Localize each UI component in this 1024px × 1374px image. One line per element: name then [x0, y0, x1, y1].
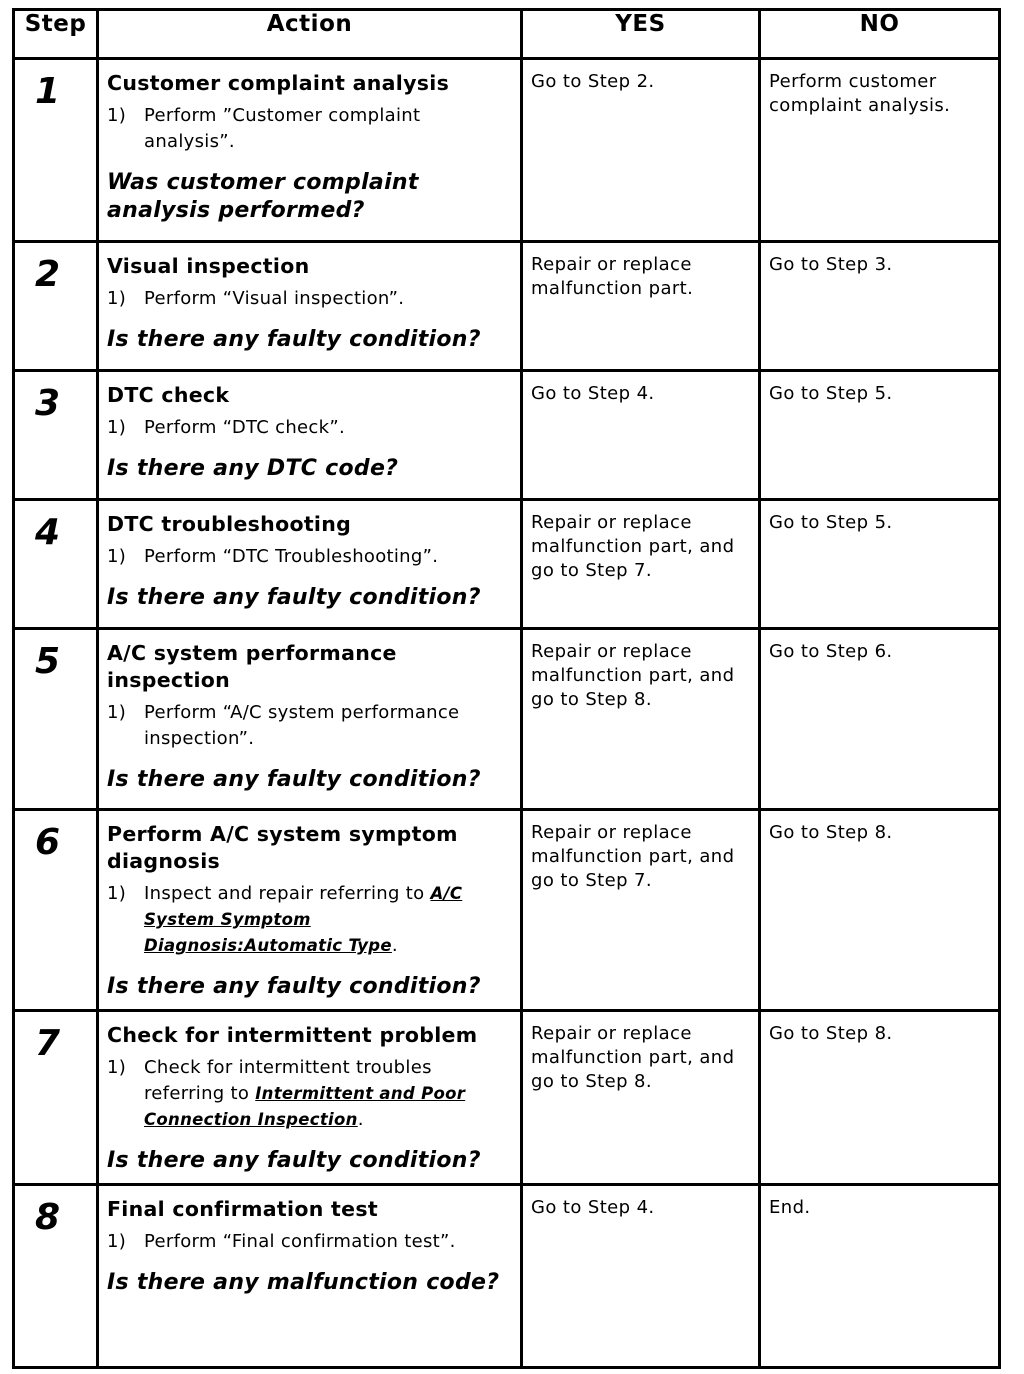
substep-number: 1): [107, 417, 127, 438]
table-row: [14, 1011, 1000, 1185]
action-title: Visual inspection: [107, 254, 310, 278]
no-cell: [760, 500, 1000, 629]
no-result: Go to Step 3.: [769, 254, 893, 275]
substep-number: 1): [107, 1231, 127, 1252]
action-question: Is there any faulty condition?: [107, 1148, 481, 1173]
action-question: Is there any faulty condition?: [107, 767, 481, 792]
action-substep: [107, 415, 512, 441]
substep-text: [144, 1055, 512, 1133]
step-number: 5: [35, 641, 61, 682]
step-cell: [14, 1011, 98, 1185]
action-substep: [107, 1229, 512, 1255]
yes-result: Go to Step 4.: [531, 1197, 655, 1218]
step-number: 8: [35, 1197, 61, 1238]
action-title: A/C system performance inspection: [107, 641, 397, 692]
table-row: [14, 59, 1000, 242]
action-question: Is there any faulty condition?: [107, 585, 481, 610]
table-row: [14, 629, 1000, 810]
action-cell: [98, 371, 522, 500]
no-result: Go to Step 8.: [769, 1023, 893, 1044]
action-question: Is there any DTC code?: [107, 456, 399, 481]
action-cell: [98, 810, 522, 1011]
yes-cell: [522, 242, 760, 371]
no-cell: [760, 810, 1000, 1011]
yes-result: Repair or replace malfunction part, and go to Step 7.: [531, 822, 735, 891]
yes-cell: [522, 59, 760, 242]
substep-number: 1): [107, 105, 127, 126]
action-title: Customer complaint analysis: [107, 71, 450, 95]
header-no: NO: [760, 10, 1000, 59]
step-cell: [14, 1185, 98, 1368]
yes-result: Repair or replace malfunction part, and go to Step 8.: [531, 641, 735, 710]
table-row: [14, 810, 1000, 1011]
action-question: Is there any malfunction code?: [107, 1270, 500, 1295]
no-cell: [760, 1185, 1000, 1368]
step-number: 4: [35, 512, 61, 553]
no-result: End.: [769, 1197, 811, 1218]
substep-number: 1): [107, 546, 127, 567]
step-number: 3: [35, 383, 61, 424]
substep-text: Perform “Visual inspection”.: [144, 288, 405, 309]
step-cell: [14, 629, 98, 810]
yes-result: Repair or replace malfunction part, and go to Step 8.: [531, 1023, 735, 1092]
no-cell: [760, 242, 1000, 371]
yes-result: Go to Step 4.: [531, 383, 655, 404]
action-cell: [98, 629, 522, 810]
action-cell: [98, 242, 522, 371]
yes-cell: [522, 371, 760, 500]
yes-result: Go to Step 2.: [531, 71, 655, 92]
action-title: Perform A/C system symptom diagnosis: [107, 822, 458, 873]
yes-cell: [522, 500, 760, 629]
substep-text: Perform “A/C system performance inspection”.: [144, 702, 460, 749]
substep-number: 1): [107, 1057, 127, 1078]
no-result: Go to Step 5.: [769, 512, 893, 533]
no-cell: [760, 1011, 1000, 1185]
no-result: Go to Step 5.: [769, 383, 893, 404]
step-number: 1: [35, 71, 61, 112]
no-result: Go to Step 6.: [769, 641, 893, 662]
action-substep: [107, 700, 512, 752]
table-row: [14, 1185, 1000, 1368]
substep-text-prefix: Check for intermittent troubles referring to: [144, 1057, 432, 1104]
yes-cell: [522, 1185, 760, 1368]
action-cell: [98, 500, 522, 629]
substep-text: Perform ”Customer complaint analysis”.: [144, 105, 421, 152]
substep-number: 1): [107, 288, 127, 309]
step-cell: [14, 500, 98, 629]
yes-cell: [522, 810, 760, 1011]
header-yes: YES: [522, 10, 760, 59]
action-question: Is there any faulty condition?: [107, 974, 481, 999]
step-cell: [14, 371, 98, 500]
substep-text: Perform “Final confirmation test”.: [144, 1231, 456, 1252]
action-cell: [98, 59, 522, 242]
symptom-diagnosis-link[interactable]: A/C System Symptom Diagnosis:Automatic Type: [144, 884, 463, 955]
action-cell: [98, 1185, 522, 1368]
step-number: 7: [35, 1023, 61, 1064]
action-question: Is there any faulty condition?: [107, 327, 481, 352]
action-substep: [107, 1055, 512, 1133]
step-number: 6: [35, 822, 61, 863]
step-cell: [14, 810, 98, 1011]
action-title: DTC troubleshooting: [107, 512, 352, 536]
table-row: [14, 500, 1000, 629]
action-title: DTC check: [107, 383, 230, 407]
substep-number: 1): [107, 883, 127, 904]
header-step: Step: [14, 10, 98, 59]
yes-cell: [522, 629, 760, 810]
action-substep: [107, 544, 512, 570]
substep-text-prefix: Inspect and repair referring to: [144, 883, 431, 904]
intermittent-inspection-link[interactable]: Intermittent and Poor Connection Inspection: [144, 1084, 466, 1129]
substep-text-suffix: .: [391, 935, 398, 956]
substep-text: Perform “DTC check”.: [144, 417, 345, 438]
yes-result: Repair or replace malfunction part, and go to Step 7.: [531, 512, 735, 581]
action-substep: [107, 286, 512, 312]
action-cell: [98, 1011, 522, 1185]
action-title: Check for intermittent problem: [107, 1023, 478, 1047]
substep-text: Perform “DTC Troubleshooting”.: [144, 546, 439, 567]
no-cell: [760, 629, 1000, 810]
yes-result: Repair or replace malfunction part.: [531, 254, 694, 299]
substep-number: 1): [107, 702, 127, 723]
action-substep: [107, 881, 512, 959]
no-cell: [760, 371, 1000, 500]
yes-cell: [522, 1011, 760, 1185]
substep-text-suffix: .: [357, 1109, 364, 1130]
diagnostic-flow-table: [12, 8, 1001, 1369]
header-action: Action: [98, 10, 522, 59]
action-question: Was customer complaint analysis performed?: [107, 170, 419, 223]
no-result: Go to Step 8.: [769, 822, 893, 843]
no-result: Perform customer complaint analysis.: [769, 71, 951, 116]
action-title: Final confirmation test: [107, 1197, 378, 1221]
step-cell: [14, 242, 98, 371]
step-number: 2: [35, 254, 61, 295]
table-row: [14, 242, 1000, 371]
table-row: [14, 371, 1000, 500]
step-cell: [14, 59, 98, 242]
substep-text: [144, 881, 512, 959]
action-substep: [107, 103, 512, 155]
no-cell: [760, 59, 1000, 242]
header-row: [14, 10, 1000, 59]
